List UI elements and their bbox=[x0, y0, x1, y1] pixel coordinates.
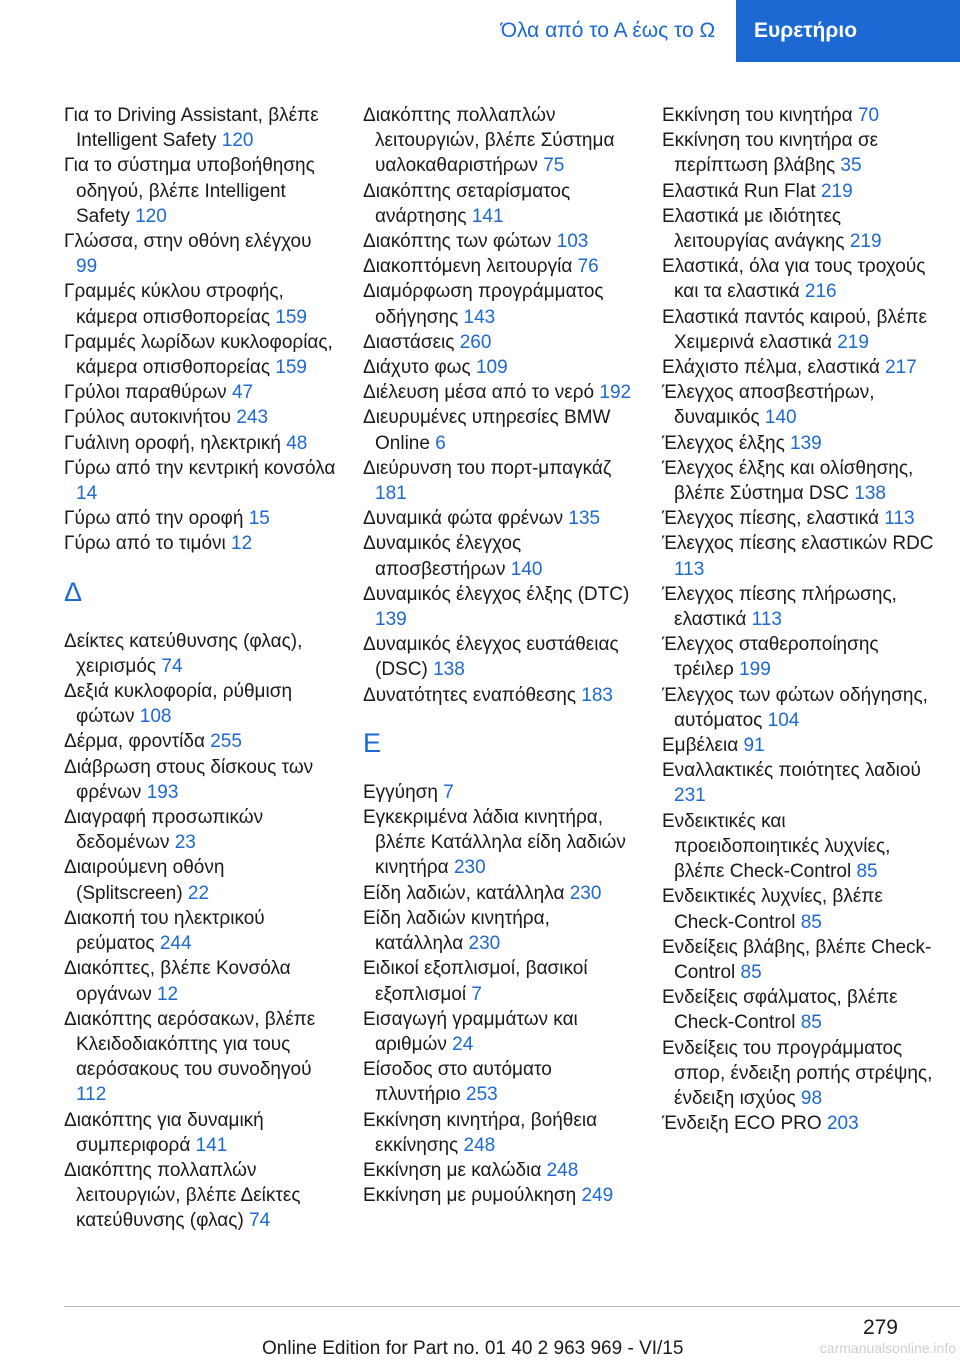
index-entry-page-link[interactable]: 104 bbox=[767, 709, 800, 731]
index-entry bbox=[363, 506, 635, 531]
index-entry-page-link[interactable]: 112 bbox=[76, 1084, 107, 1106]
index-entry bbox=[64, 956, 336, 1006]
index-entry-page-link[interactable]: 74 bbox=[161, 655, 183, 677]
index-entry bbox=[363, 179, 635, 229]
index-entry bbox=[662, 179, 934, 204]
index-entry bbox=[662, 632, 934, 682]
index-entry bbox=[363, 1158, 635, 1183]
index-entry-term: Είδη λαδιών κινητήρα, κατάλληλα bbox=[363, 907, 550, 955]
index-entry bbox=[363, 805, 635, 881]
index-entry-page-link[interactable]: 141 bbox=[195, 1134, 228, 1156]
index-entry-term: Γραμμές κύκλου στροφής, κάμερα οπισθοπορείας bbox=[64, 281, 284, 328]
index-entry bbox=[64, 330, 336, 380]
index-entry-page-link[interactable]: 85 bbox=[800, 911, 822, 933]
edition-label: Online Edition for Part no. 01 40 2 963 969 - VI/15 bbox=[262, 1338, 684, 1359]
index-entry-page-link[interactable]: 139 bbox=[375, 609, 407, 631]
index-entry-page-link[interactable]: 76 bbox=[577, 256, 599, 278]
index-entry-page-link[interactable]: 260 bbox=[459, 331, 492, 353]
index-entry-page-link[interactable]: 230 bbox=[569, 882, 602, 904]
index-entry-term: Ελαστικά Run Flat bbox=[662, 180, 821, 202]
index-entry-page-link[interactable]: 141 bbox=[471, 205, 504, 227]
index-entry-term: Διακόπτης πολλαπλών λειτουργιών, βλέπε Σύστημα υαλοκαθαριστήρων bbox=[363, 105, 615, 177]
index-entry-term: Εκκίνηση με ρυμούλκηση bbox=[363, 1185, 582, 1207]
index-entry-page-link[interactable]: 113 bbox=[674, 558, 705, 580]
index-entry-page-link[interactable]: 113 bbox=[884, 508, 915, 530]
index-entry-page-link[interactable]: 183 bbox=[581, 684, 613, 706]
index-entry-term: Διέλευση μέσα από το νερό bbox=[363, 382, 600, 404]
index-entry-term: Ειδικοί εξοπλισμοί, βασικοί εξοπλισμοί bbox=[363, 958, 588, 1005]
index-entry bbox=[64, 1108, 336, 1158]
index-entry-page-link[interactable]: 103 bbox=[556, 231, 589, 253]
index-entry bbox=[363, 683, 635, 708]
index-entry-term: Γρύλος αυτοκινήτου bbox=[64, 407, 237, 429]
index-entry bbox=[64, 729, 336, 754]
index-entry-page-link[interactable]: 85 bbox=[740, 961, 762, 983]
index-entry-term: Δείκτες κατεύθυνσης (φλας), χειρισμός bbox=[64, 630, 303, 677]
index-entry-page-link[interactable]: 108 bbox=[139, 706, 172, 728]
index-entry-term: Διαιρούμενη οθόνη (Splitscreen) bbox=[64, 857, 225, 904]
index-entry-term: Διακόπτης σεταρίσματος ανάρτησης bbox=[363, 180, 571, 227]
index-entry-page-link[interactable]: 230 bbox=[453, 857, 486, 879]
index-entry-term: Διακόπτης αερόσακων, βλέπε Κλειδοδιακόπτης για τους αερόσακους του συνοδηγού bbox=[64, 1008, 316, 1081]
index-entry-page-link[interactable]: 248 bbox=[546, 1159, 579, 1181]
index-entry-term: Εναλλακτικές ποιότητες λαδιού bbox=[662, 760, 921, 782]
index-entry-page-link[interactable]: 203 bbox=[826, 1113, 859, 1135]
index-entry bbox=[64, 229, 336, 279]
index-entry bbox=[363, 456, 635, 506]
index-entry-term: Εισαγωγή γραμμάτων και αριθμών bbox=[363, 1008, 578, 1055]
index-letter-heading: Ε bbox=[363, 727, 382, 758]
index-entry bbox=[363, 1007, 635, 1057]
index-entry-page-link[interactable]: 192 bbox=[599, 382, 632, 404]
index-entry-page-link[interactable]: 253 bbox=[466, 1084, 498, 1106]
index-entry-page-link[interactable]: 138 bbox=[433, 659, 465, 681]
index-entry-term: Ελαστικά παντός καιρού, βλέπε Χειμερινά ελαστικά bbox=[662, 306, 927, 353]
index-entry bbox=[363, 531, 635, 581]
index-entry-term: Για το σύστημα υποβοήθησης οδηγού, βλέπε Intelligent Safety bbox=[64, 155, 315, 227]
index-entry-term: Ενδείξεις του προγράμματος σπορ, ένδειξη ροπής στρέψης, ένδειξη ισχύος bbox=[662, 1037, 933, 1109]
index-entry-page-link[interactable]: 23 bbox=[174, 832, 196, 854]
index-entry bbox=[64, 805, 336, 855]
index-entry bbox=[64, 103, 336, 153]
index-entry-term: Διακόπτες, βλέπε Κονσόλα οργάνων bbox=[64, 958, 291, 1005]
index-entry-term: Γρύλοι παραθύρων bbox=[64, 382, 232, 404]
index-entry bbox=[363, 355, 635, 380]
index-entry-page-link[interactable]: 216 bbox=[804, 281, 837, 303]
index-entry-page-link[interactable]: 140 bbox=[764, 407, 797, 429]
index-entry-term: Διακόπτης για δυναμική συμπεριφορά bbox=[64, 1109, 264, 1156]
index-entry-term: Δεξιά κυκλοφορία, ρύθμιση φώτων bbox=[64, 681, 293, 728]
index-entry-term: Έλεγχος έλξης και ολίσθησης, βλέπε Σύστημα DSC bbox=[662, 457, 914, 505]
index-entry-term: Γύρω από το τιμόνι bbox=[64, 533, 232, 555]
index-entry bbox=[64, 279, 336, 329]
index-entry-term: Δέρμα, φροντίδα bbox=[64, 731, 211, 753]
index-entry-term: Δυναμικός έλεγχος αποσβεστήρων bbox=[363, 533, 522, 580]
index-entry bbox=[363, 582, 635, 632]
index-entry-page-link[interactable]: 219 bbox=[849, 231, 882, 253]
index-entry-page-link[interactable]: 120 bbox=[221, 130, 254, 152]
index-entry-page-link[interactable]: 143 bbox=[463, 306, 496, 328]
index-entry-page-link[interactable]: 219 bbox=[837, 331, 869, 353]
index-entry-page-link[interactable]: 138 bbox=[854, 483, 886, 505]
index-entry-page-link[interactable]: 47 bbox=[231, 382, 254, 404]
index-entry-page-link[interactable]: 24 bbox=[452, 1033, 474, 1055]
index-entry-page-link[interactable]: 91 bbox=[743, 735, 765, 757]
index-entry bbox=[64, 405, 336, 430]
index-entry-term: Εκκίνηση του κινητήρα σε περίπτωση βλάβης bbox=[662, 130, 879, 177]
index-entry-term: Διευρυμένες υπηρεσίες BMW Online bbox=[363, 407, 611, 454]
index-entry-term: Ενδεικτικές και προειδοποιητικές λυχνίες, βλέπε Check-Control bbox=[662, 810, 891, 883]
index-entry-term: Ελάχιστο πέλμα, ελαστικά bbox=[662, 357, 886, 379]
index-entry-term: Έλεγχος πίεσης, ελαστικά bbox=[662, 508, 885, 530]
index-entry bbox=[363, 906, 635, 956]
index-entry bbox=[662, 103, 934, 128]
index-entry-term: Διακοπή του ηλεκτρικού ρεύματος bbox=[64, 907, 265, 955]
index-entry-term: Ενδεικτικές λυχνίες, βλέπε Check-Control bbox=[662, 886, 883, 933]
index-entry-term: Διαστάσεις bbox=[363, 331, 460, 353]
index-entry bbox=[363, 254, 635, 279]
index-entry bbox=[662, 531, 934, 581]
index-entry bbox=[662, 1036, 934, 1112]
index-entry bbox=[64, 153, 336, 229]
index-entry-term: Διεύρυνση του πορτ-μπαγκάζ bbox=[363, 457, 612, 479]
index-entry bbox=[363, 780, 635, 805]
index-entry-page-link[interactable]: 6 bbox=[435, 432, 446, 454]
index-entry-term: Δυναμικός έλεγχος ευστάθειας (DSC) bbox=[363, 634, 619, 681]
index-entry-term: Είδη λαδιών, κατάλληλα bbox=[363, 882, 570, 904]
watermark: carmanualsonline.info bbox=[819, 1340, 956, 1356]
section-tab-index[interactable]: Ευρετήριο bbox=[736, 0, 960, 62]
index-entry-term: Εκκίνηση με καλώδια bbox=[363, 1159, 547, 1181]
index-entry bbox=[662, 431, 934, 456]
index-entry-page-link[interactable]: 75 bbox=[543, 155, 565, 177]
index-entry bbox=[64, 755, 336, 805]
index-entry-term: Γύρω από την κεντρική κονσόλα bbox=[64, 457, 336, 479]
index-entry bbox=[64, 431, 336, 456]
index-entry-term: Διακοπτόμενη λειτουργία bbox=[363, 256, 578, 278]
index-entry-term: Έλεγχος έλξης bbox=[662, 432, 791, 454]
index-entry bbox=[662, 305, 934, 355]
index-entry bbox=[363, 1108, 635, 1158]
index-entry-term: Δυναμικά φώτα φρένων bbox=[363, 508, 569, 530]
index-entry bbox=[363, 1057, 635, 1107]
index-entry-term: Εκκίνηση κινητήρα, βοήθεια εκκίνησης bbox=[363, 1109, 598, 1156]
index-entry bbox=[64, 1007, 336, 1108]
index-entry bbox=[662, 809, 934, 885]
index-entry bbox=[662, 456, 934, 506]
index-entry bbox=[662, 733, 934, 758]
index-entry bbox=[662, 985, 934, 1035]
index-entry bbox=[363, 956, 635, 1006]
index-entry bbox=[662, 683, 934, 733]
index-entry-term: Διακόπτης των φώτων bbox=[363, 231, 557, 253]
index-entry-term: Εμβέλεια bbox=[662, 735, 744, 757]
index-entry bbox=[363, 380, 635, 405]
index-entry-term: Έλεγχος πίεσης πλήρωσης, ελαστικά bbox=[662, 583, 897, 631]
index-entry bbox=[64, 855, 336, 905]
index-entry-term: Εγκεκριμένα λάδια κινητήρα, βλέπε Κατάλληλα είδη λαδιών κινητήρα bbox=[363, 807, 626, 879]
index-entry bbox=[363, 103, 635, 179]
index-entry bbox=[64, 906, 336, 956]
index-entry-term: Διάβρωση στους δίσκους των φρένων bbox=[64, 756, 314, 803]
index-entry bbox=[662, 380, 934, 430]
index-entry-page-link[interactable]: 159 bbox=[275, 357, 307, 379]
index-entry-page-link[interactable]: 243 bbox=[236, 407, 269, 429]
index-entry bbox=[64, 380, 336, 405]
index-entry-page-link[interactable]: 248 bbox=[463, 1134, 496, 1156]
index-entry bbox=[662, 1111, 934, 1136]
index-entry-page-link[interactable]: 7 bbox=[471, 983, 482, 1005]
index-entry-term: Γυάλινη οροφή, ηλεκτρική bbox=[64, 432, 287, 454]
index-entry bbox=[363, 881, 635, 906]
index-entry-page-link[interactable]: 244 bbox=[159, 933, 192, 955]
index-entry-page-link[interactable]: 199 bbox=[739, 659, 771, 681]
index-entry-term: Δυναμικός έλεγχος έλξης (DTC) bbox=[363, 583, 630, 605]
index-entry bbox=[64, 531, 336, 556]
index-entry bbox=[363, 632, 635, 682]
index-entry-term: Ένδειξη ECO PRO bbox=[662, 1113, 827, 1135]
index-entry-term: Γύρω από την οροφή bbox=[64, 508, 249, 530]
index-entry-term: Εκκίνηση του κινητήρα bbox=[662, 105, 858, 126]
index-entry-page-link[interactable]: 113 bbox=[751, 609, 782, 631]
index-entry-page-link[interactable]: 249 bbox=[581, 1185, 614, 1207]
index-entry-page-link[interactable]: 14 bbox=[76, 483, 98, 505]
index-entry-page-link[interactable]: 159 bbox=[275, 306, 307, 328]
index-entry-term: Διαγραφή προσωπικών δεδομένων bbox=[64, 807, 264, 854]
breadcrumb[interactable]: Όλα από το Α έως το Ω bbox=[500, 19, 716, 42]
index-entry bbox=[662, 884, 934, 934]
index-entry-page-link[interactable]: 48 bbox=[286, 432, 308, 454]
index-entry bbox=[662, 935, 934, 985]
index-entry-page-link[interactable]: 193 bbox=[146, 781, 179, 803]
index-entry-page-link[interactable]: 12 bbox=[231, 533, 253, 555]
index-entry-term: Δυνατότητες εναπόθεσης bbox=[363, 684, 582, 706]
index-entry bbox=[662, 254, 934, 304]
index-entry-term: Γλώσσα, στην οθόνη ελέγχου bbox=[64, 231, 312, 253]
index-entry-term: Έλεγχος αποσβεστήρων, δυναμικός bbox=[662, 382, 875, 429]
index-entry bbox=[363, 405, 635, 455]
index-entry-page-link[interactable]: 109 bbox=[475, 357, 508, 379]
index-entry bbox=[64, 456, 336, 506]
index-entry-page-link[interactable]: 230 bbox=[468, 933, 501, 955]
index-entry-page-link[interactable]: 15 bbox=[248, 508, 270, 530]
index-entry bbox=[662, 506, 934, 531]
index-column-3 bbox=[662, 103, 934, 1136]
index-entry-page-link[interactable]: 140 bbox=[510, 558, 543, 580]
index-entry-page-link[interactable]: 139 bbox=[790, 432, 822, 454]
index-entry-page-link[interactable]: 7 bbox=[443, 781, 454, 803]
index-entry bbox=[64, 679, 336, 729]
index-entry bbox=[64, 506, 336, 531]
index-entry-page-link[interactable]: 70 bbox=[857, 105, 880, 126]
index-entry-page-link[interactable]: 255 bbox=[210, 731, 242, 753]
index-entry-page-link[interactable]: 231 bbox=[674, 785, 706, 807]
index-entry-term: Ελαστικά, όλα για τους τροχούς και τα ελαστικά bbox=[662, 256, 926, 303]
index-column-1 bbox=[64, 103, 336, 1234]
index-entry-term: Έλεγχος πίεσης ελαστικών RDC bbox=[662, 533, 934, 555]
index-entry-page-link[interactable]: 135 bbox=[568, 508, 601, 530]
index-entry bbox=[662, 204, 934, 254]
index-entry-term: Ελαστικά με ιδιότητες λειτουργίας ανάγκης bbox=[662, 205, 850, 253]
index-letter-heading: Δ bbox=[64, 576, 83, 607]
index-entry-page-link[interactable]: 181 bbox=[375, 483, 407, 505]
index-entry-term: Ενδείξεις βλάβης, βλέπε Check-Control bbox=[662, 936, 932, 983]
index-entry-page-link[interactable]: 85 bbox=[856, 861, 878, 883]
index-entry bbox=[662, 758, 934, 808]
index-entry-term: Εγγύηση bbox=[363, 781, 444, 803]
index-entry-term: Ενδείξεις σφάλματος, βλέπε Check-Control bbox=[662, 987, 898, 1034]
index-entry-page-link[interactable]: 22 bbox=[187, 882, 210, 904]
index-entry bbox=[363, 1183, 635, 1208]
index-entry-term: Γραμμές λωρίδων κυκλοφορίας, κάμερα οπισθοπορείας bbox=[64, 331, 333, 379]
page-header bbox=[0, 0, 960, 62]
index-entry bbox=[363, 229, 635, 254]
index-column-2 bbox=[363, 103, 635, 1208]
index-entry-term: Έλεγχος των φώτων οδήγησης, αυτόματος bbox=[662, 684, 928, 731]
index-entry-page-link[interactable]: 217 bbox=[885, 357, 917, 379]
index-entry-page-link[interactable]: 85 bbox=[800, 1012, 822, 1034]
index-entry-term: Έλεγχος σταθεροποίησης τρέιλερ bbox=[662, 634, 879, 681]
index-entry bbox=[662, 355, 934, 380]
index-entry-term: Διάχυτο φως bbox=[363, 357, 476, 379]
index-entry-page-link[interactable]: 98 bbox=[800, 1087, 823, 1109]
index-entry bbox=[64, 1158, 336, 1234]
page-number: 279 bbox=[862, 1316, 898, 1339]
index-entry bbox=[662, 582, 934, 632]
index-entry-page-link[interactable]: 99 bbox=[76, 256, 98, 278]
index-entry bbox=[662, 128, 934, 178]
index-entry bbox=[64, 629, 336, 679]
index-entry-page-link[interactable]: 120 bbox=[135, 205, 167, 227]
index-entry-page-link[interactable]: 219 bbox=[820, 180, 853, 202]
index-entry bbox=[363, 330, 635, 355]
footer-rule bbox=[64, 1306, 960, 1307]
index-entry-page-link[interactable]: 35 bbox=[840, 155, 862, 177]
index-entry-term: Για το Driving Assistant, βλέπε Intelligent Safety bbox=[64, 105, 319, 152]
index-entry bbox=[363, 279, 635, 329]
index-entry-page-link[interactable]: 12 bbox=[156, 983, 179, 1005]
index-entry-term: Διαμόρφωση προγράμματος οδήγησης bbox=[363, 281, 604, 328]
index-entry-term: Διακόπτης πολλαπλών λειτουργιών, βλέπε Δείκτες κατεύθυνσης (φλας) bbox=[64, 1159, 301, 1232]
index-entry-term: Είσοδος στο αυτόματο πλυντήριο bbox=[363, 1059, 552, 1106]
index-entry-page-link[interactable]: 74 bbox=[249, 1210, 271, 1232]
